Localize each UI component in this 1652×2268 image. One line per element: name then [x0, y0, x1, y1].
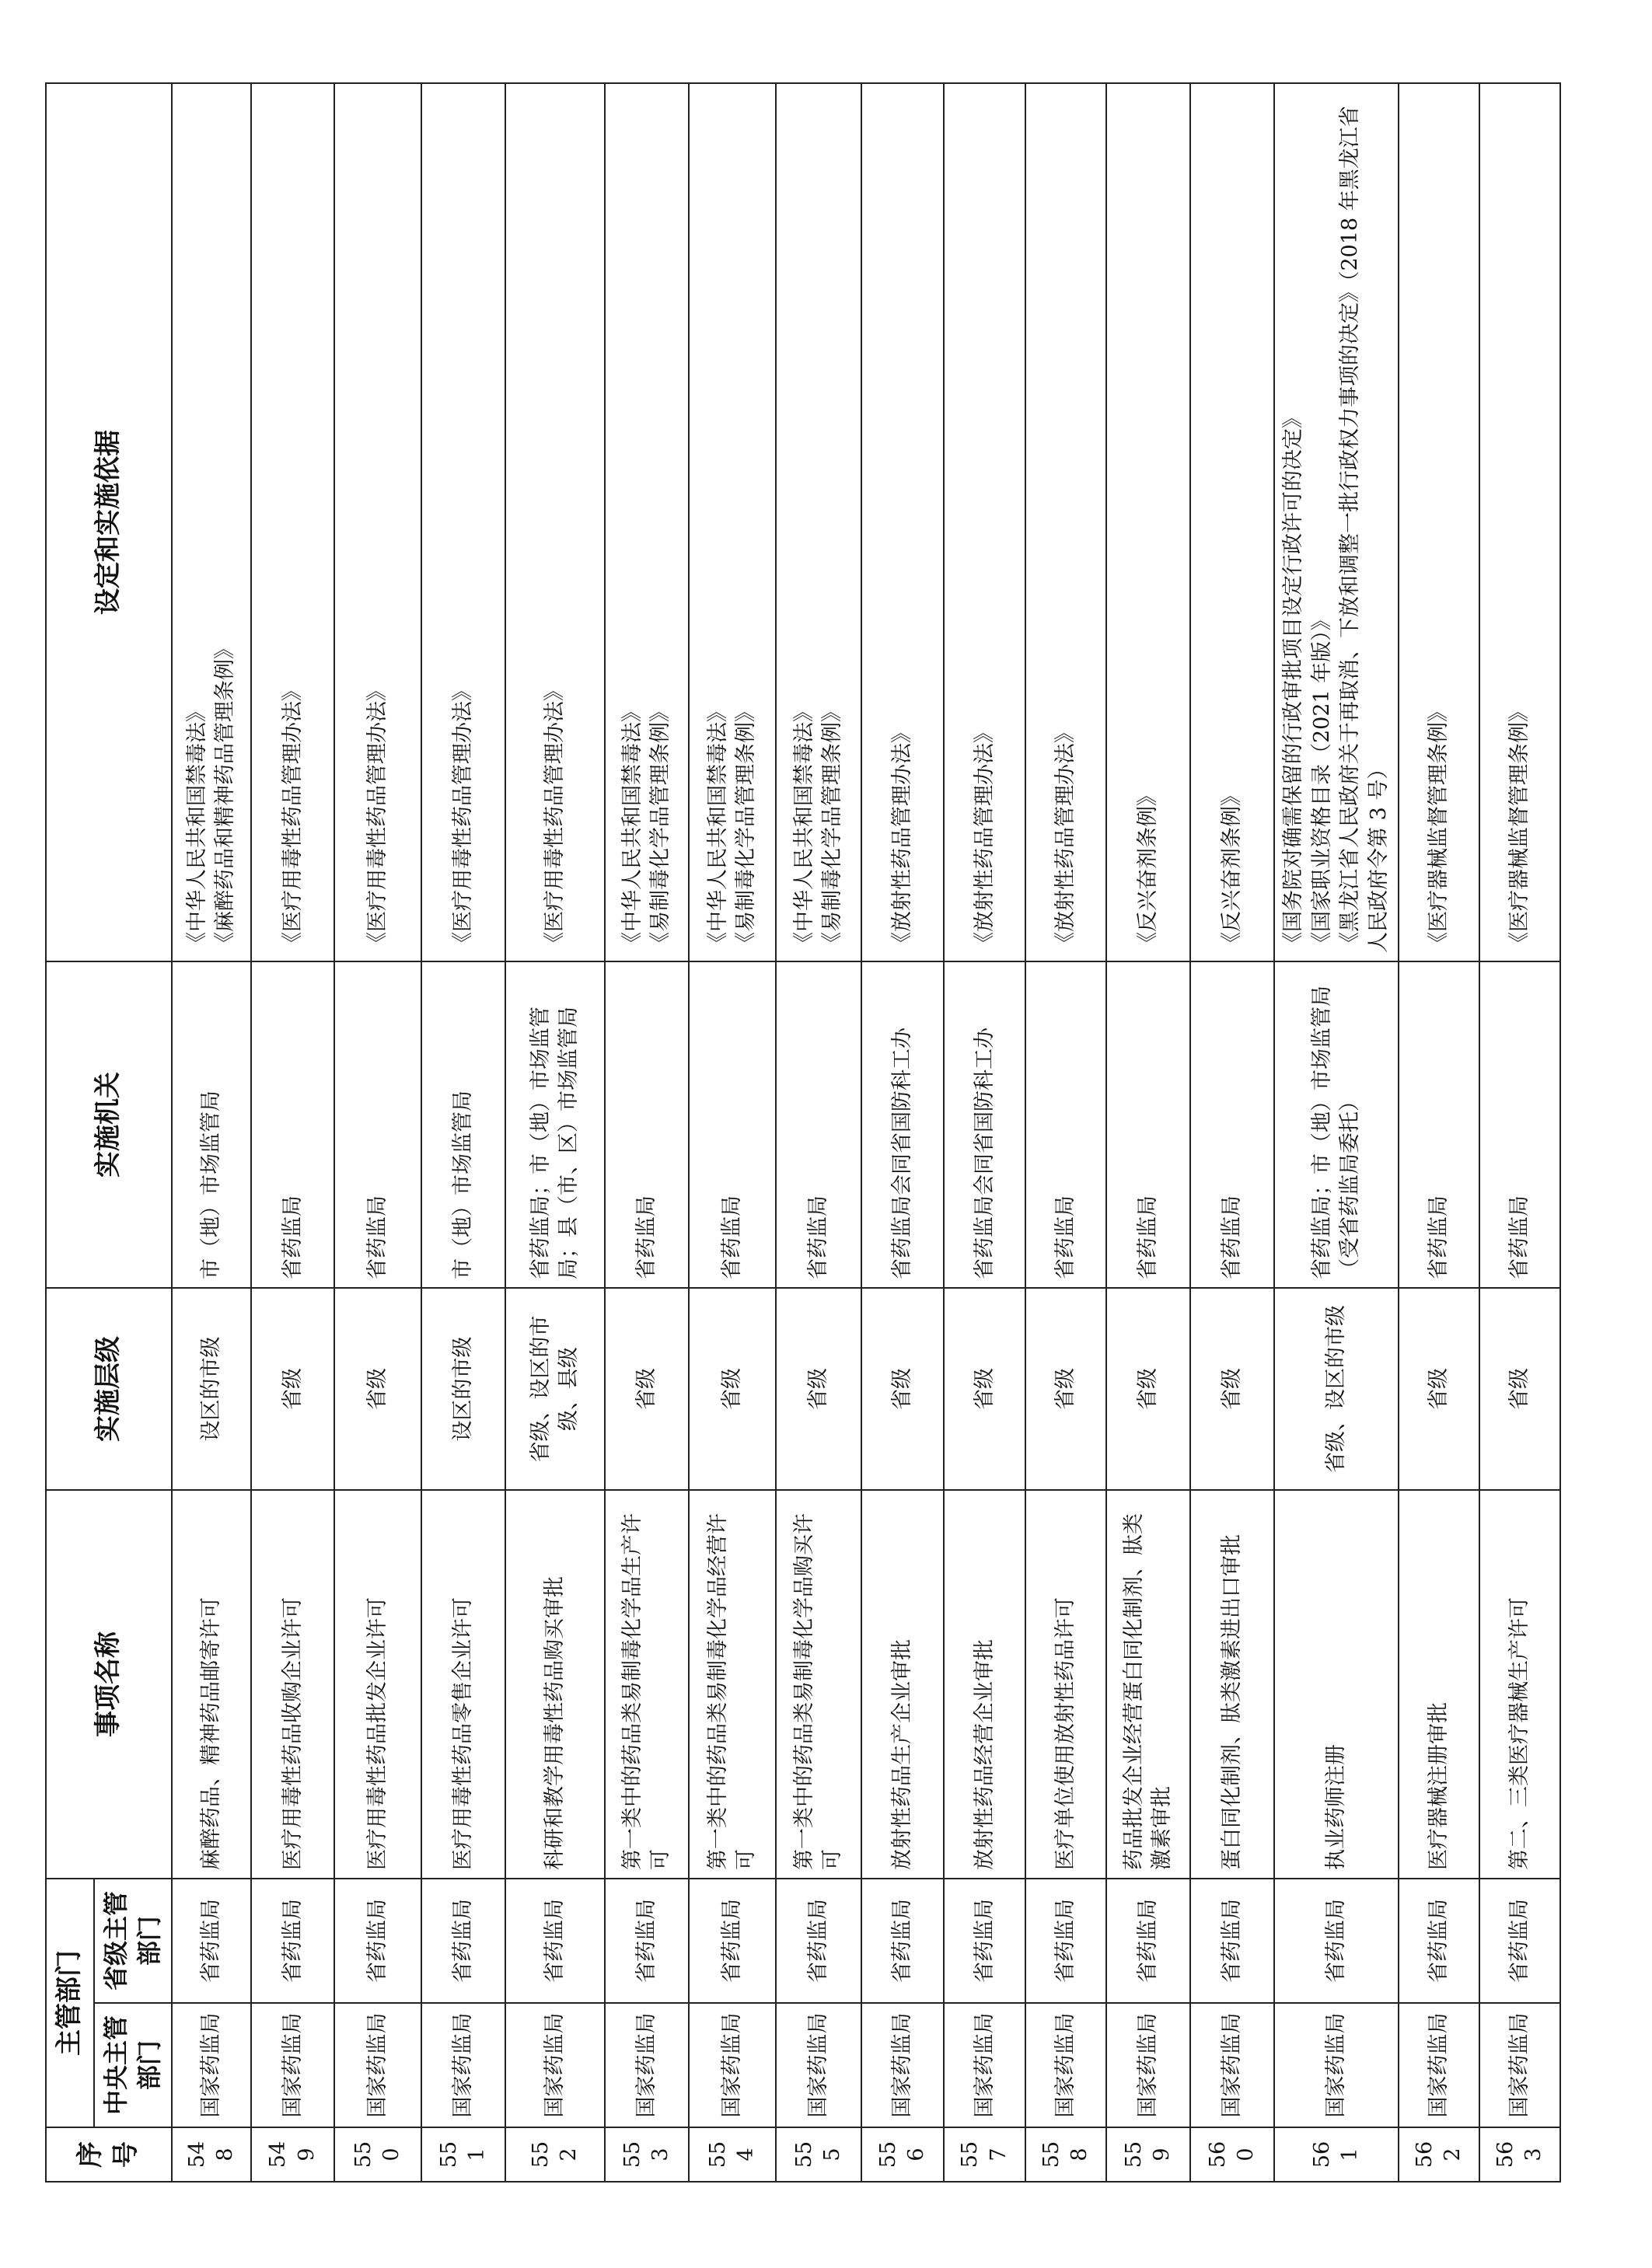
row-provincial-dept: 省药监局	[605, 1879, 689, 2003]
row-seq: 552	[505, 2127, 605, 2182]
table-row	[605, 83, 689, 2182]
row-seq: 560	[1190, 2127, 1274, 2182]
row-provincial-dept: 省药监局	[776, 1879, 861, 2003]
row-seq: 562	[1399, 2127, 1479, 2182]
row-basis	[1399, 83, 1479, 961]
row-agency: 省药监局	[1190, 961, 1274, 1288]
row-level: 省级	[1025, 1288, 1106, 1490]
row-provincial-dept: 省药监局	[861, 1879, 944, 2003]
row-central-dept: 国家药监局	[861, 2003, 944, 2127]
basis-line: 《反兴奋剂条例》	[1220, 785, 1245, 953]
basis-line: 《医疗用毒性药品管理办法》	[451, 680, 476, 953]
row-item-name: 医疗用毒性药品零售企业许可	[421, 1490, 505, 1879]
row-seq: 551	[421, 2127, 505, 2182]
row-central-dept: 国家药监局	[172, 2003, 251, 2127]
row-provincial-dept: 省药监局	[505, 1879, 605, 2003]
table-row	[1190, 83, 1274, 2182]
row-seq: 556	[861, 2127, 944, 2182]
row-level: 省级、设区的市级	[1274, 1288, 1399, 1490]
row-item-name: 第二、三类医疗器械生产许可	[1479, 1490, 1560, 1879]
row-basis	[334, 83, 421, 961]
row-central-dept: 国家药监局	[505, 2003, 605, 2127]
row-basis	[689, 83, 776, 961]
row-agency: 省药监局	[1479, 961, 1560, 1288]
row-seq: 549	[251, 2127, 334, 2182]
header-central-dept: 中央主管部门	[94, 2003, 172, 2127]
row-item-name: 药品批发企业经营蛋白同化制剂、肽类激素审批	[1106, 1490, 1190, 1879]
row-seq: 554	[689, 2127, 776, 2182]
row-central-dept: 国家药监局	[334, 2003, 421, 2127]
row-basis	[1190, 83, 1274, 961]
row-provincial-dept: 省药监局	[1025, 1879, 1106, 2003]
header-item-name: 事项名称	[46, 1490, 172, 1879]
basis-line: 《放射性药品管理办法》	[1053, 722, 1078, 953]
row-agency: 省药监局	[1025, 961, 1106, 1288]
row-provincial-dept: 省药监局	[1479, 1879, 1560, 2003]
row-level: 省级	[251, 1288, 334, 1490]
row-central-dept: 国家药监局	[944, 2003, 1025, 2127]
row-agency: 省药监局	[1399, 961, 1479, 1288]
row-provincial-dept: 省药监局	[251, 1879, 334, 2003]
row-seq: 557	[944, 2127, 1025, 2182]
row-item-name: 麻醉药品、精神药品邮寄许可	[172, 1490, 251, 1879]
row-basis	[505, 83, 605, 961]
table-row	[505, 83, 605, 2182]
basis-line: 《放射性药品管理办法》	[972, 722, 997, 953]
row-basis	[251, 83, 334, 961]
row-provincial-dept: 省药监局	[689, 1879, 776, 2003]
row-central-dept: 国家药监局	[1479, 2003, 1560, 2127]
row-item-name: 科研和教学用毒性药品购买审批	[505, 1490, 605, 1879]
table-row	[251, 83, 334, 2182]
row-item-name: 医疗用毒性药品批发企业许可	[334, 1490, 421, 1879]
basis-line: 《医疗用毒性药品管理办法》	[280, 680, 305, 953]
row-basis	[1106, 83, 1190, 961]
table-body	[172, 83, 1560, 2182]
row-item-name: 医疗单位使用放射性药品许可	[1025, 1490, 1106, 1879]
row-level: 省级	[944, 1288, 1025, 1490]
row-level: 省级	[689, 1288, 776, 1490]
header-basis: 设定和实施依据	[46, 83, 172, 961]
table-row	[1025, 83, 1106, 2182]
table-row	[1274, 83, 1399, 2182]
row-agency: 省药监局	[605, 961, 689, 1288]
header-dept-group: 主管部门	[46, 1879, 94, 2127]
row-item-name: 医疗器械注册审批	[1399, 1490, 1479, 1879]
table-row	[334, 83, 421, 2182]
row-provincial-dept: 省药监局	[944, 1879, 1025, 2003]
row-agency: 省药监局	[689, 961, 776, 1288]
row-provincial-dept: 省药监局	[1399, 1879, 1479, 2003]
row-seq: 558	[1025, 2127, 1106, 2182]
row-basis	[1025, 83, 1106, 961]
row-basis	[421, 83, 505, 961]
table-row	[944, 83, 1025, 2182]
row-level: 设区的市级	[172, 1288, 251, 1490]
row-agency: 省药监局	[251, 961, 334, 1288]
row-seq: 555	[776, 2127, 861, 2182]
row-agency: 市（地）市场监管局	[421, 961, 505, 1288]
row-central-dept: 国家药监局	[1025, 2003, 1106, 2127]
row-level: 省级	[1479, 1288, 1560, 1490]
row-agency: 省药监局；市（地）市场监管局；县（市、区）市场监管局	[505, 961, 605, 1288]
header-level: 实施层级	[46, 1288, 172, 1490]
row-level: 省级	[776, 1288, 861, 1490]
basis-line: 《医疗用毒性药品管理办法》	[365, 680, 390, 953]
basis-line: 《中华人民共和国禁毒法》	[620, 701, 644, 953]
basis-line: 《医疗用毒性药品管理办法》	[543, 680, 568, 953]
row-central-dept: 国家药监局	[1274, 2003, 1399, 2127]
row-central-dept: 国家药监局	[1106, 2003, 1190, 2127]
basis-line: 《放射性药品管理办法》	[890, 722, 915, 953]
header-seq: 序号	[46, 2127, 172, 2182]
row-level: 省级	[1106, 1288, 1190, 1490]
row-central-dept: 国家药监局	[421, 2003, 505, 2127]
row-central-dept: 国家药监局	[689, 2003, 776, 2127]
row-central-dept: 国家药监局	[1399, 2003, 1479, 2127]
row-agency: 省药监局会同省国防科工办	[944, 961, 1025, 1288]
basis-line: 《中华人民共和国禁毒法》	[791, 701, 816, 953]
row-item-name: 第一类中的药品类易制毒化学品经营许可	[689, 1490, 776, 1879]
header-agency: 实施机关	[46, 961, 172, 1288]
approval-items-table	[45, 82, 1561, 2183]
row-item-name: 医疗用毒性药品收购企业许可	[251, 1490, 334, 1879]
basis-line: 《麻醉药品和精神药品管理条例》	[213, 638, 238, 953]
row-seq: 563	[1479, 2127, 1560, 2182]
row-item-name: 蛋白同化制剂、肽类激素进出口审批	[1190, 1490, 1274, 1879]
row-basis	[776, 83, 861, 961]
table-row	[1479, 83, 1560, 2182]
basis-line: 《黑龙江省人民政府关于再取消、下放和调整一批行政权力事项的决定》（2018 年黑龙江省人民政府令第 3 号）	[1338, 106, 1391, 953]
row-level: 省级	[861, 1288, 944, 1490]
row-item-name: 第一类中的药品类易制毒化学品购买许可	[776, 1490, 861, 1879]
basis-line: 《反兴奋剂条例》	[1136, 785, 1161, 953]
row-item-name: 第一类中的药品类易制毒化学品生产许可	[605, 1490, 689, 1879]
row-central-dept: 国家药监局	[251, 2003, 334, 2127]
basis-line: 《国务院对确需保留的行政审批项目设定行政许可的决定》	[1281, 407, 1306, 953]
row-agency: 省药监局会同省国防科工办	[861, 961, 944, 1288]
row-item-name: 执业药师注册	[1274, 1490, 1399, 1879]
row-item-name: 放射性药品经营企业审批	[944, 1490, 1025, 1879]
row-seq: 550	[334, 2127, 421, 2182]
table-row	[421, 83, 505, 2182]
basis-line: 《易制毒化学品管理条例》	[734, 701, 759, 953]
table-row	[1399, 83, 1479, 2182]
row-basis	[172, 83, 251, 961]
table-row	[861, 83, 944, 2182]
table-row	[172, 83, 251, 2182]
row-seq: 559	[1106, 2127, 1190, 2182]
row-agency: 市（地）市场监管局	[172, 961, 251, 1288]
table-row	[689, 83, 776, 2182]
row-agency: 省药监局	[1106, 961, 1190, 1288]
row-provincial-dept: 省药监局	[1106, 1879, 1190, 2003]
row-basis	[1479, 83, 1560, 961]
row-basis	[1274, 83, 1399, 961]
row-central-dept: 国家药监局	[1190, 2003, 1274, 2127]
row-level: 省级	[605, 1288, 689, 1490]
row-seq: 548	[172, 2127, 251, 2182]
row-basis	[944, 83, 1025, 961]
row-basis	[861, 83, 944, 961]
row-provincial-dept: 省药监局	[421, 1879, 505, 2003]
row-basis	[605, 83, 689, 961]
row-level: 省级	[1190, 1288, 1274, 1490]
row-seq: 561	[1274, 2127, 1399, 2182]
row-central-dept: 国家药监局	[776, 2003, 861, 2127]
row-central-dept: 国家药监局	[605, 2003, 689, 2127]
basis-line: 《中华人民共和国禁毒法》	[184, 701, 209, 953]
row-agency: 省药监局	[776, 961, 861, 1288]
row-provincial-dept: 省药监局	[1190, 1879, 1274, 2003]
basis-line: 《中华人民共和国禁毒法》	[705, 701, 730, 953]
basis-line: 《易制毒化学品管理条例》	[820, 701, 845, 953]
row-level: 省级、设区的市级、县级	[505, 1288, 605, 1490]
row-level: 设区的市级	[421, 1288, 505, 1490]
table-row	[776, 83, 861, 2182]
basis-line: 《医疗器械监督管理条例》	[1426, 701, 1451, 953]
row-level: 省级	[1399, 1288, 1479, 1490]
header-provincial-dept: 省级主管部门	[94, 1879, 172, 2003]
basis-line: 《国家职业资格目录（2021 年版）》	[1309, 609, 1334, 953]
row-agency: 省药监局；市（地）市场监管局（受省药监局委托）	[1274, 961, 1399, 1288]
basis-line: 《易制毒化学品管理条例》	[648, 701, 673, 953]
row-agency: 省药监局	[334, 961, 421, 1288]
row-level: 省级	[334, 1288, 421, 1490]
row-item-name: 放射性药品生产企业审批	[861, 1490, 944, 1879]
table-row	[1106, 83, 1190, 2182]
row-provincial-dept: 省药监局	[1274, 1879, 1399, 2003]
row-provincial-dept: 省药监局	[172, 1879, 251, 2003]
basis-line: 《医疗器械监督管理条例》	[1507, 701, 1532, 953]
row-seq: 553	[605, 2127, 689, 2182]
row-provincial-dept: 省药监局	[334, 1879, 421, 2003]
